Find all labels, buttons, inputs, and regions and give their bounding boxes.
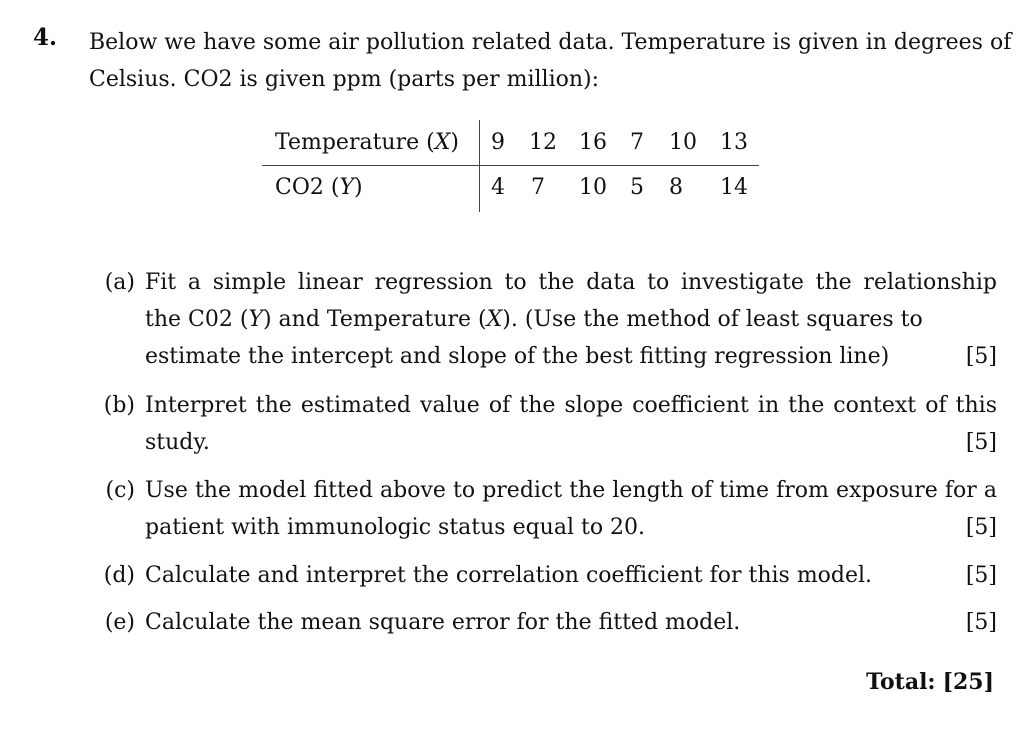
table-cell-co2: 4 (491, 175, 505, 200)
part-a-line-3: estimate the intercept and slope of the best fitting regression line) (145, 344, 890, 369)
part-label: (d) (103, 563, 135, 588)
table-cell-co2: 10 (579, 175, 607, 200)
table-cell-temperature: 7 (630, 130, 644, 155)
part-label: (e) (104, 610, 135, 635)
total-value: [25] (942, 669, 994, 695)
table-cell-temperature: 9 (491, 130, 505, 155)
part-label: (a) (104, 270, 135, 295)
table-cell-temperature: 16 (579, 130, 607, 155)
total-label: Total: (866, 669, 936, 695)
intro-line-2: Celsius. CO2 is given ppm (parts per million): (89, 67, 600, 92)
part-a-line-1: Fit a simple linear regression to the data to investigate the relationship (145, 270, 997, 295)
total-marks (866, 669, 994, 695)
intro-line-1: Below we have some air pollution related data. Temperature is given in degrees of (89, 30, 1012, 55)
marks: [5] (965, 563, 997, 588)
marks: [5] (965, 515, 997, 540)
part-c-line-2: patient with immunologic status equal to 20. (145, 515, 646, 540)
part-b-line-2: study. (145, 430, 210, 455)
table-cell-co2: 14 (720, 175, 748, 200)
table-horizontal-rule (262, 165, 759, 166)
table-cell-temperature: 10 (669, 130, 697, 155)
question-intro (89, 24, 1012, 98)
part-e (95, 604, 997, 641)
part-e-line-1: Calculate the mean square error for the fitted model. (145, 610, 741, 635)
table-cell-co2: 7 (531, 175, 545, 200)
part-b-line-1: Interpret the estimated value of the slope coefficient in the context of this (145, 393, 997, 418)
marks: [5] (965, 344, 997, 369)
question-number: 4. (33, 24, 58, 51)
part-a-line-2: the C02 (Y) and Temperature (X). (Use the method of least squares to (145, 307, 923, 332)
part-c-line-1: Use the model fitted above to predict the length of time from exposure for a (145, 478, 997, 503)
part-b (95, 387, 997, 461)
table-cell-co2: 5 (630, 175, 644, 200)
part-d-line-1: Calculate and interpret the correlation coefficient for this model. (145, 563, 873, 588)
table-cell-temperature: 13 (720, 130, 748, 155)
part-label: (c) (105, 478, 135, 503)
marks: [5] (965, 610, 997, 635)
row-label-co2: CO2 (Y) (275, 175, 363, 200)
row-label-temperature: Temperature (X) (275, 130, 459, 155)
part-d (95, 557, 997, 594)
data-table (262, 120, 759, 212)
marks: [5] (965, 430, 997, 455)
part-c (95, 472, 997, 546)
part-a (95, 264, 997, 375)
table-cell-temperature: 12 (529, 130, 557, 155)
part-label: (b) (103, 393, 135, 418)
table-cell-co2: 8 (669, 175, 683, 200)
